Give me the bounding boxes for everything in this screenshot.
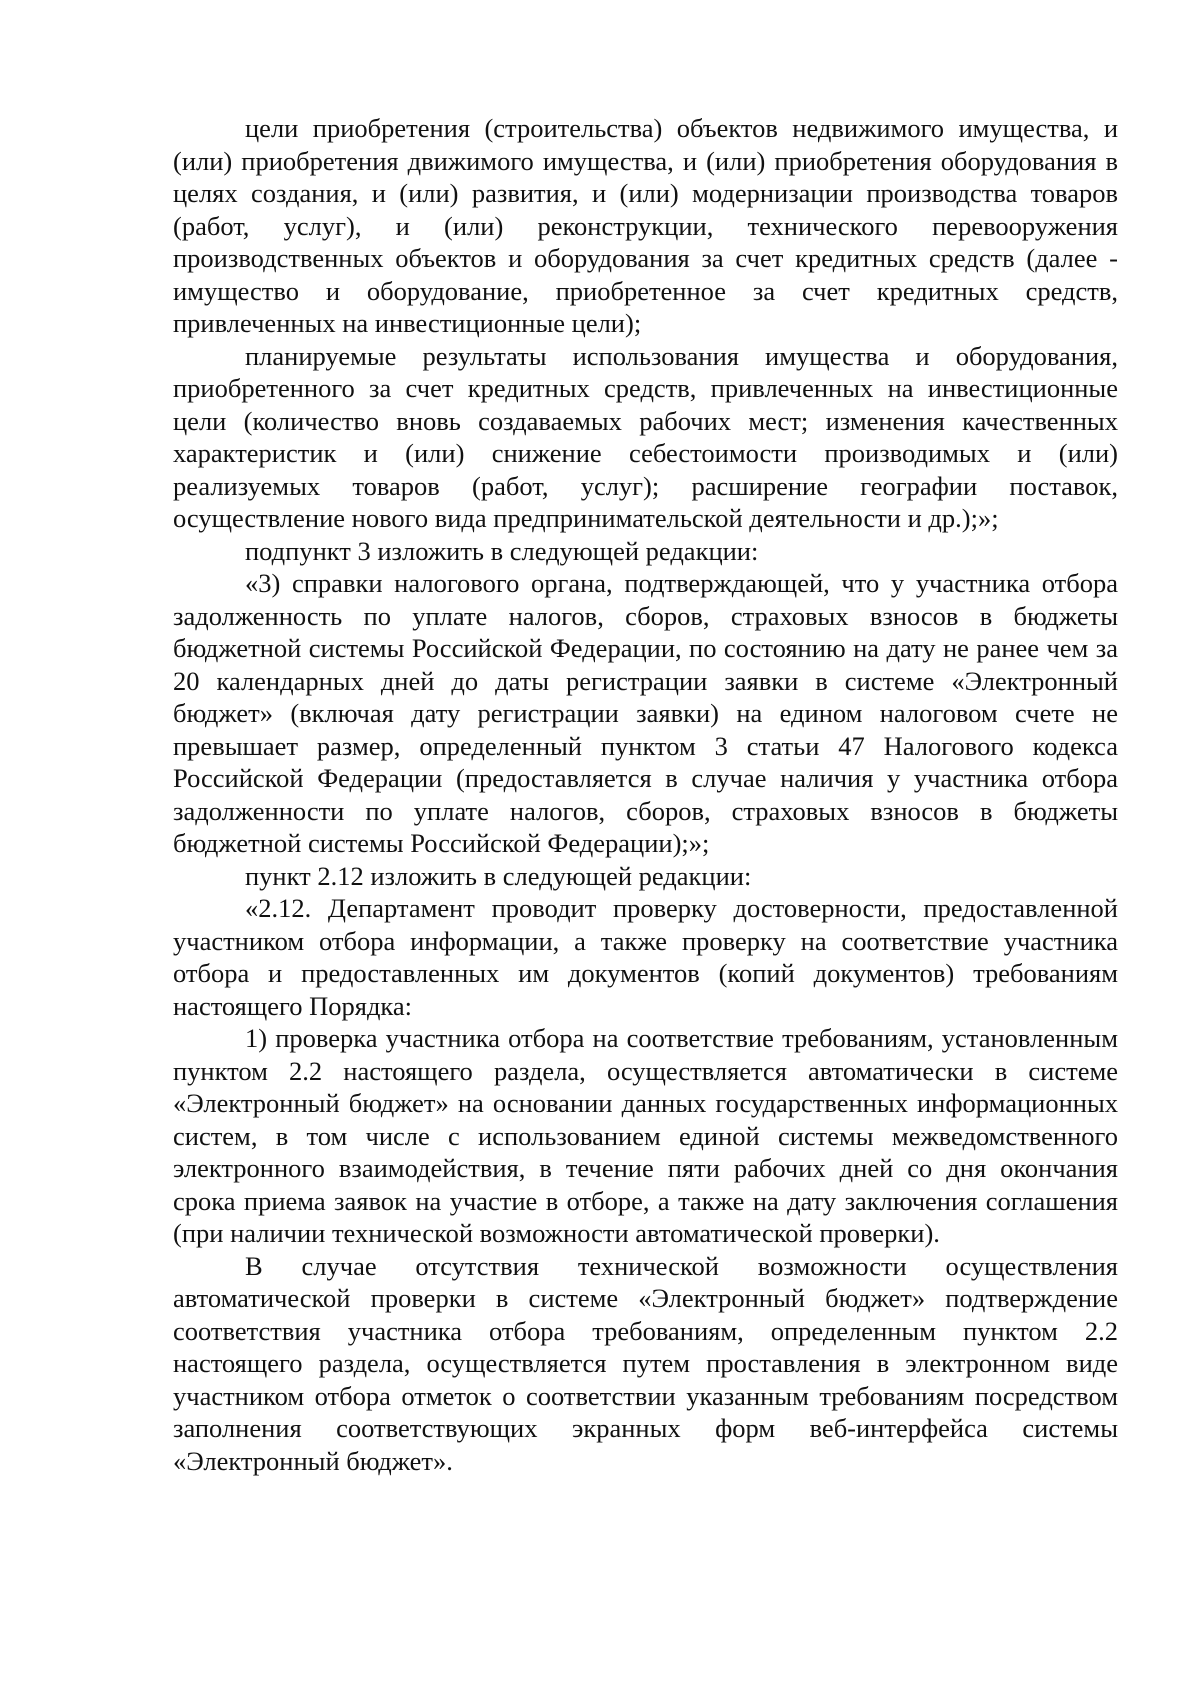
paragraph-point-2-12-text: «2.12. Департамент проводит проверку достоверности, предоставленной участником отбора информации, а также проверку на соответствие участника отбора и предоставленных им документов (копий документов) требованиям настоящего Порядка: <box>173 893 1118 1021</box>
paragraph-subpoint-3-text: «3) справки налогового органа, подтверждающей, что у участника отбора задолженность по уплате налогов, сборов, страховых взносов в бюджеты бюджетной системы Российской Федерации, по состоянию на дату не ранее чем за 20 календарных дней до даты регистрации заявки в системе «Электронный бюджет» (включая дату регистрации заявки) на едином налоговом счете не превышает размер, определенный пунктом 3 статьи 47 Налогового кодекса Российской Федерации (предоставляется в случае наличия у участника отбора задолженности по уплате налогов, сборов, страховых взносов в бюджеты бюджетной системы Российской Федерации);»; <box>173 568 1118 858</box>
paragraph-point-2-12-intro: пункт 2.12 изложить в следующей редакции: <box>245 860 752 891</box>
paragraph-item-1-verification: 1) проверка участника отбора на соответствие требованиям, установленным пунктом 2.2 настоящего раздела, осуществляется автоматически в системе «Электронный бюджет» на основании данных государственных информационных систем, в том числе с использованием единой системы межведомственного электронного взаимодействия, в течение пяти рабочих дней со дня окончания срока приема заявок на участие в отборе, а также на дату заключения соглашения (при наличии технической возможности автоматической проверки). <box>173 1023 1118 1248</box>
paragraph-subpoint-3-intro: подпункт 3 изложить в следующей редакции: <box>245 535 759 566</box>
paragraph-no-technical-possibility: В случае отсутствия технической возможности осуществления автоматической проверки в системе «Электронный бюджет» подтверждение соответствия участника отбора требованиям, определенным пунктом 2.2 настоящего раздела, осуществляется путем проставления в электронном виде участником отбора отметок о соответствии указанным требованиям посредством заполнения соответствующих экранных форм веб-интерфейса системы «Электронный бюджет». <box>173 1250 1118 1476</box>
paragraph-investment-purposes: цели приобретения (строительства) объектов недвижимого имущества, и (или) приобретения движимого имущества, и (или) приобретения оборудования в целях создания, и (или) развития, и (или) модернизации производства товаров (работ, услуг), и (или) реконструкции, технического перевооружения производственных объектов и оборудования за счет кредитных средств (далее - имущество и оборудование, приобретенное за счет кредитных средств, привлеченных на инвестиционные цели); <box>173 113 1118 338</box>
paragraph-planned-results: планируемые результаты использования имущества и оборудования, приобретенного за счет кредитных средств, привлеченных на инвестиционные цели (количество вновь создаваемых рабочих мест; изменения качественных характеристик и (или) снижение себестоимости производимых и (или) реализуемых товаров (работ, услуг); расширение географии поставок, осуществление нового вида предпринимательской деятельности и др.);»; <box>173 340 1118 533</box>
document-body <box>173 112 1118 1477</box>
